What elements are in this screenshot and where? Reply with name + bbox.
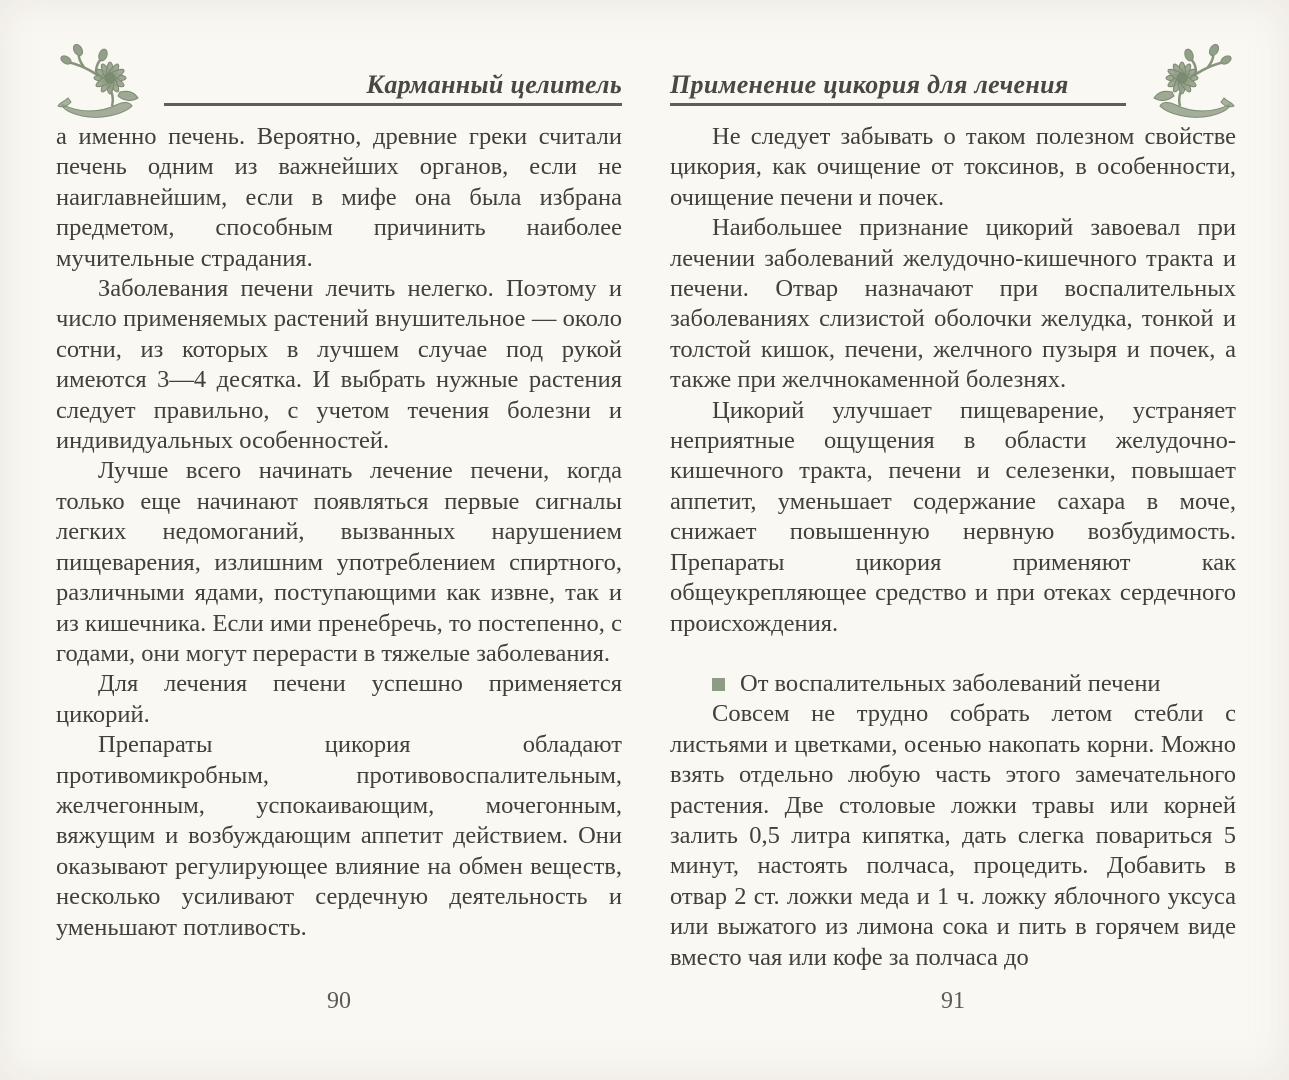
body-paragraph: Не следует забывать о таком полезном свойстве цикория, как очищение от токсинов, в особенности, очищение печени и почек. bbox=[670, 123, 1236, 211]
left-head-rule bbox=[164, 70, 622, 106]
body-paragraph: Цикорий улучшает пищеварение, устраняет неприятные ощущения в области желудочно-кишечного тракта, печени и селезенки, повышает аппетит, уменьшает содержание сахара в моче, снижает повышенную нервную возбудимость. Препараты цикория применяют как общеукрепляющее средство и при отеках сердечного происхождения. bbox=[670, 396, 1236, 637]
body-paragraph: Заболевания печени лечить нелегко. Поэтому и число применяемых растений внушительное — около сотни, из которых в лучшем случае под рукой имеются 3—4 десятка. И выбрать нужные растения следует правильно, с учетом течения болезни и индивидуальных особенностей. bbox=[56, 275, 622, 455]
body-paragraph: Лучше всего начинать лечение печени, когда только еще начинают появляться первые сигналы легких недомоганий, вызванных нарушением пищеварения, излишним употреблением спиртного, различными ядами, поступающими как извне, так и из кишечника. Если ими пренебречь, то постепенно, с годами, они могут перерасти в тяжелые заболевания. bbox=[56, 457, 622, 667]
right-page-number: 91 bbox=[941, 988, 965, 1014]
body-paragraph: Препараты цикория обладают противомикробным, противовоспалительным, желчегонным, успокаивающим, мочегонным, вяжущим и возбуждающим аппетит действием. Они оказывают регулирующее влияние на обмен веществ, несколько усиливают сердечную деятельность и уменьшают потливость. bbox=[56, 731, 622, 941]
right-running-head-title: Применение цикория для лечения bbox=[670, 70, 1069, 99]
square-bullet-icon bbox=[712, 678, 725, 691]
left-running-head-title: Карманный целитель bbox=[366, 70, 622, 99]
left-page bbox=[56, 44, 622, 943]
right-page-body bbox=[670, 122, 1236, 973]
recipe-section-heading bbox=[670, 669, 1236, 699]
chicory-flower-icon bbox=[54, 40, 156, 124]
body-paragraph: Наибольшее признание цикорий завоевал при лечении заболеваний желудочно-кишечного тракта и печени. Отвар назначают при воспалительных заболеваниях слизистой оболочки желудка, тонкой и толстой кишок, печени, желчного пузыря и почек, а также при желчнокаменной болезнях. bbox=[670, 214, 1236, 394]
left-page-body bbox=[56, 122, 622, 943]
left-running-head bbox=[56, 44, 622, 106]
body-paragraph: а именно печень. Вероятно, древние греки считали печень одним из важнейших органов, если не наиглавнейшим, если в мифе она была избрана предметом, способным причинить наиболее мучительные страдания. bbox=[56, 123, 622, 272]
left-page-number: 90 bbox=[327, 988, 351, 1014]
recipe-heading-text: От воспалительных заболеваний печени bbox=[740, 669, 1161, 697]
right-page bbox=[670, 44, 1236, 973]
right-head-rule bbox=[670, 70, 1126, 106]
body-paragraph: Для лечения печени успешно применяется цикорий. bbox=[56, 670, 622, 728]
right-running-head bbox=[670, 44, 1236, 106]
body-paragraph: Совсем не трудно собрать летом стебли с листьями и цветками, осенью накопать корни. Можно взять отдельно любую часть этого замечательного растения. Две столовые ложки травы или корней залить 0,5 литра кипятка, дать слегка повариться 5 минут, настоять полчаса, процедить. Добавить в отвар 2 ст. ложки меда и 1 ч. ложку яблочного уксуса или выжатого из лимона сока и пить в горячем виде вместо чая или кофе за полчаса до bbox=[670, 700, 1236, 971]
chicory-flower-icon bbox=[1136, 40, 1238, 124]
